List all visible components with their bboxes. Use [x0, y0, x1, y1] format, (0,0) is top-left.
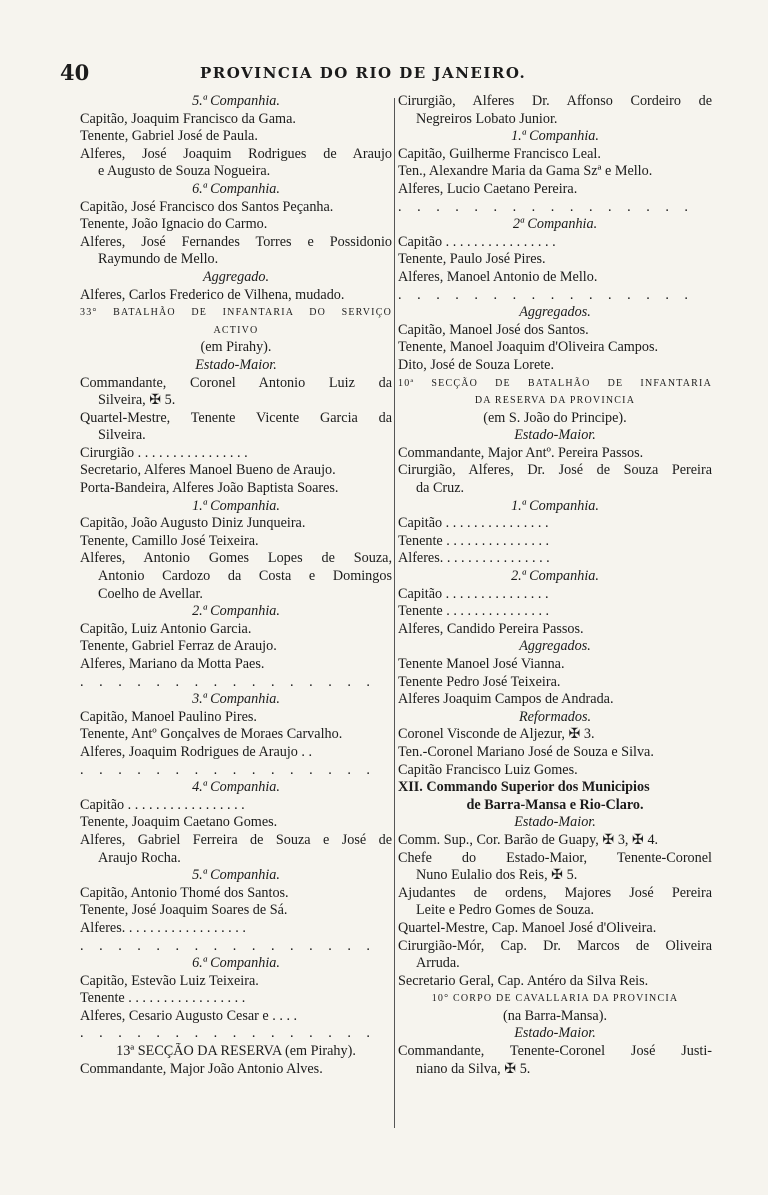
right-column-line: 10° CORPO DE CAVALLARIA DA PROVINCIA [431, 993, 679, 1005]
right-column-line: niano da Silva, ✠ 5. [416, 1060, 531, 1077]
left-column-line: . . . . . . . . . . . . . . . . [80, 937, 376, 954]
right-column-line: Cirurgião-Mór, Cap. Dr. Marcos de Oliveira [398, 937, 712, 954]
left-column-line: 13ª SECÇÃO DA RESERVA (em Pirahy). [116, 1043, 356, 1060]
left-column-line: Capitão, Manoel Paulino Pires. [80, 708, 257, 725]
page-title: PROVINCIA DO RIO DE JANEIRO. [200, 64, 527, 82]
left-column-line: Alferes, Joaquim Rodrigues de Araujo . . [80, 743, 313, 760]
page-header [60, 60, 720, 90]
left-column-line: Tenente, Camillo José Teixeira. [80, 532, 259, 549]
right-column-line: Capitão, Guilherme Francisco Leal. [398, 145, 601, 162]
left-column-line: Alferes, Carlos Frederico de Vilhena, mudado. [80, 286, 345, 303]
right-column-line: Alferes, Lucio Caetano Pereira. [398, 180, 578, 197]
left-column-line: Tenente, Gabriel José de Paula. [80, 128, 258, 145]
left-column-line: Capitão, Antonio Thomé dos Santos. [80, 884, 289, 901]
left-column-line: . . . . . . . . . . . . . . . . [80, 761, 376, 778]
right-column-line: Tenente Pedro José Teixeira. [398, 673, 561, 690]
left-column-line: Alferes, Antonio Gomes Lopes de Souza, [80, 550, 392, 567]
left-column-line: e Augusto de Souza Nogueira. [98, 163, 271, 180]
right-column-line: Cirurgião, Alferes Dr. Affonso Cordeiro de [398, 93, 712, 109]
right-column-line: . . . . . . . . . . . . . . . . [398, 198, 694, 215]
right-column-line: Ten.-Coronel Mariano José de Souza e Silva. [398, 743, 654, 760]
left-column-line: 1.ª Companhia. [192, 497, 280, 514]
right-column-line: Capitão . . . . . . . . . . . . . . . [398, 515, 549, 532]
left-column-line: (em Pirahy). [200, 339, 272, 356]
right-column-line: Estado-Maior. [514, 814, 596, 831]
left-column-line: Commandante, Coronel Antonio Luiz da [80, 374, 392, 391]
left-column-line: Silveira, ✠ 5. [98, 392, 176, 409]
left-column-line: Alferes, José Fernandes Torres e Possidonio [80, 233, 392, 250]
right-column-line: Capitão . . . . . . . . . . . . . . . [398, 585, 549, 602]
right-column-line: 2ª Companhia. [512, 216, 598, 233]
left-column-line: Silveira. [98, 427, 146, 444]
right-column-line: . . . . . . . . . . . . . . . . [398, 286, 694, 303]
right-column-line: Estado-Maior. [514, 1025, 596, 1042]
left-column-line: 6.ª Companhia. [192, 955, 280, 972]
left-column-line: 2.ª Companhia. [192, 603, 280, 620]
left-column-line: Quartel-Mestre, Tenente Vicente Garcia da [80, 409, 392, 426]
right-column-line: Comm. Sup., Cor. Barão de Guapy, ✠ 3, ✠ 4. [398, 831, 659, 848]
left-column-line: Alferes, José Joaquim Rodrigues de Araujo [80, 145, 392, 162]
left-column-line: Alferes, Mariano da Motta Paes. [80, 656, 265, 672]
right-column-line: Dito, José de Souza Lorete. [398, 356, 555, 373]
right-column-line: (em S. João do Principe). [483, 409, 627, 426]
left-column-line: Aggregado. [202, 268, 270, 285]
left-column-line: Tenente, Gabriel Ferraz de Araujo. [80, 638, 277, 655]
left-column [80, 93, 392, 1078]
right-column-line: Coronel Visconde de Aljezur, ✠ 3. [398, 726, 595, 743]
right-column-line: Tenente, Manoel Joaquim d'Oliveira Campos. [398, 339, 659, 356]
right-column-line: Alferes, Manoel Antonio de Mello. [398, 268, 598, 285]
left-column-line: Tenente, João Ignacio do Carmo. [80, 216, 268, 233]
right-column-line: 1.ª Companhia. [511, 497, 599, 514]
left-column-line: Alferes, Cesario Augusto Cesar e . . . . [80, 1007, 298, 1024]
right-column-line: Negreiros Lobato Junior. [416, 110, 558, 127]
right-column-line: Quartel-Mestre, Cap. Manoel José d'Oliveira. [398, 919, 657, 936]
right-column-line: da Cruz. [416, 480, 465, 497]
right-column-line: de Barra-Mansa e Rio-Claro. [466, 796, 644, 813]
left-column-line: Secretario, Alferes Manoel Bueno de Araujo. [80, 462, 336, 479]
right-column-line: Estado-Maior. [514, 427, 596, 444]
left-column-line: Tenente, José Joaquim Soares de Sá. [80, 902, 288, 919]
left-column-line: Tenente . . . . . . . . . . . . . . . . . [80, 990, 246, 1007]
left-column-line: Commandante, Major João Antonio Alves. [80, 1060, 323, 1077]
right-column-line: Commandante, Major Antº. Pereira Passos. [398, 444, 644, 461]
right-column-line: 1.ª Companhia. [511, 128, 599, 145]
left-column-line: ACTIVO [213, 324, 259, 336]
right-column [398, 93, 712, 1078]
right-column-line: Alferes Joaquim Campos de Andrada. [398, 691, 614, 708]
left-column-line: Capitão, João Augusto Diniz Junqueira. [80, 515, 306, 532]
left-column-line: Estado-Maior. [195, 356, 277, 373]
page-number: 40 [60, 60, 90, 85]
left-column-line: Capitão, Joaquim Francisco da Gama. [80, 110, 296, 127]
right-column-line: XII. Commando Superior dos Municipios [398, 779, 650, 796]
left-column-line: 5.ª Companhia. [192, 867, 280, 884]
left-column-line: Antonio Cardozo da Costa e Domingos [98, 568, 392, 585]
right-column-line: Aggregados. [519, 638, 591, 655]
right-column-line: Secretario Geral, Cap. Antéro da Silva Reis. [398, 972, 649, 989]
left-column-line: Tenente, Antº Gonçalves de Moraes Carvalho. [80, 726, 343, 743]
left-column-line: Capitão, Estevão Luiz Teixeira. [80, 972, 259, 989]
right-column-line: Arruda. [416, 955, 460, 972]
left-column-line: Coelho de Avellar. [98, 585, 203, 602]
left-column-line: 33° BATALHÃO DE INFANTARIA DO SERVIÇO [80, 307, 392, 319]
right-column-line: Chefe do Estado-Maior, Tenente-Coronel [398, 849, 712, 866]
left-column-line: Tenente, Joaquim Caetano Gomes. [80, 814, 278, 831]
left-column-line: Araujo Rocha. [98, 849, 181, 866]
right-column-line: Tenente Manoel José Vianna. [398, 656, 565, 672]
right-column-line: Reformados. [518, 708, 592, 725]
left-column-line: 5.ª Companhia. [192, 93, 280, 109]
left-column-line: Capitão . . . . . . . . . . . . . . . . . [80, 796, 245, 813]
right-column-line: Capitão, Manoel José dos Santos. [398, 321, 589, 338]
right-column-line: Capitão Francisco Luiz Gomes. [398, 761, 578, 778]
right-column-line: (na Barra-Mansa). [503, 1007, 607, 1024]
right-column-line: Ten., Alexandre Maria da Gama Szª e Mello. [398, 163, 653, 180]
left-column-line: Capitão, José Francisco dos Santos Peçanha. [80, 198, 334, 215]
left-column-line: 3.ª Companhia. [192, 691, 280, 708]
right-column-line: Capitão . . . . . . . . . . . . . . . . [398, 233, 556, 250]
left-column-line: . . . . . . . . . . . . . . . . [80, 673, 376, 690]
right-column-line: DA RESERVA DA PROVINCIA [474, 395, 636, 407]
left-column-line: . . . . . . . . . . . . . . . . [80, 1025, 376, 1042]
column-divider [394, 98, 395, 1128]
right-column-line: 10ª SECÇÃO DE BATALHÃO DE INFANTARIA [398, 377, 712, 389]
right-column-line: Tenente . . . . . . . . . . . . . . . [398, 603, 550, 620]
right-column-line: Commandante, Tenente-Coronel José Justi- [398, 1043, 712, 1060]
left-column-line: Raymundo de Mello. [98, 251, 219, 268]
left-column-line: 6.ª Companhia. [192, 180, 280, 197]
right-column-line: Cirurgião, Alferes, Dr. José de Souza Pereira [398, 462, 712, 479]
left-column-line: 4.ª Companhia. [192, 779, 280, 796]
right-column-line: Aggregados. [519, 304, 591, 321]
right-column-line: Alferes, Candido Pereira Passos. [398, 620, 584, 637]
left-column-line: Capitão, Luiz Antonio Garcia. [80, 620, 252, 637]
left-column-line: Alferes, Gabriel Ferreira de Souza e José de [80, 831, 392, 848]
right-column-line: Nuno Eulalio dos Reis, ✠ 5. [416, 867, 578, 884]
left-column-line: Cirurgião . . . . . . . . . . . . . . . . [80, 444, 248, 461]
right-column-line: Ajudantes de ordens, Majores José Pereira [398, 884, 712, 901]
right-column-line: Tenente, Paulo José Pires. [398, 251, 546, 268]
right-column-line: Tenente . . . . . . . . . . . . . . . [398, 532, 550, 549]
right-column-line: Leite e Pedro Gomes de Souza. [416, 902, 595, 919]
right-column-line: Alferes. . . . . . . . . . . . . . . . [398, 550, 550, 567]
left-column-line: Porta-Bandeira, Alferes João Baptista Soares. [80, 480, 339, 497]
right-column-line: 2.ª Companhia. [511, 568, 599, 585]
left-column-line: Alferes. . . . . . . . . . . . . . . . . . [80, 919, 246, 936]
